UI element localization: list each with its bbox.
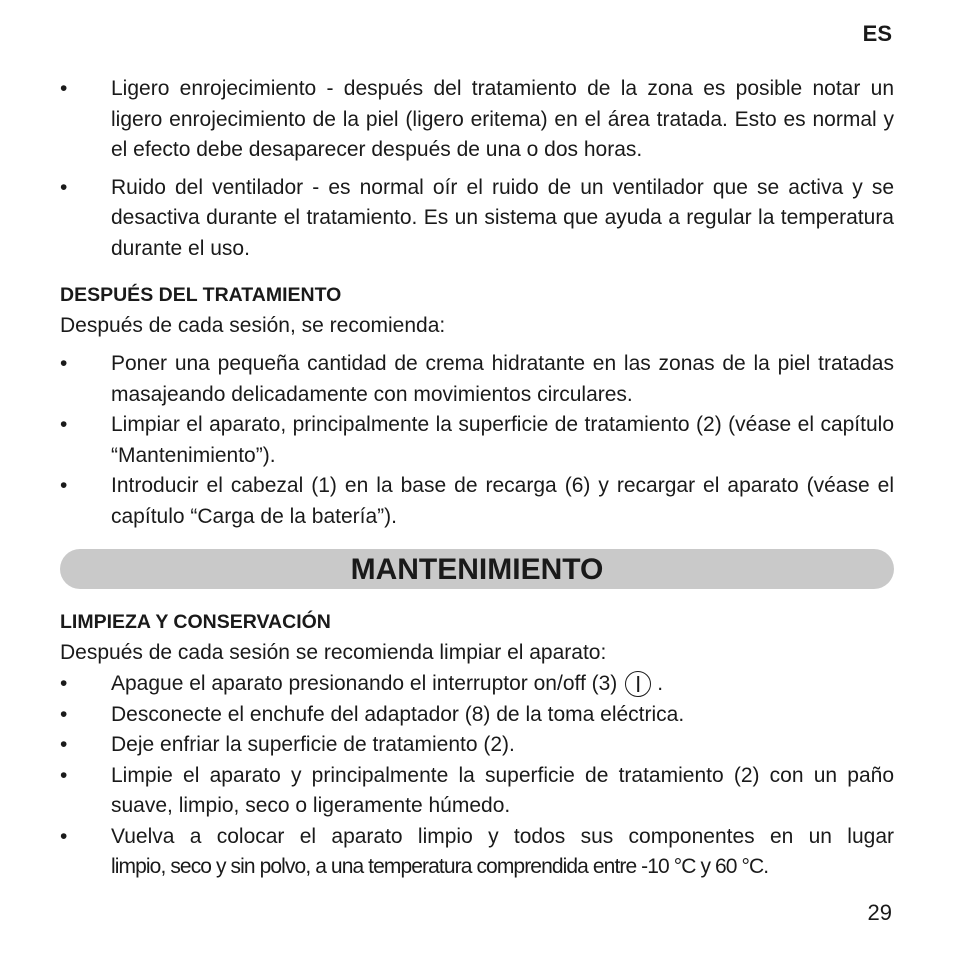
section-intro-after-treatment: Después de cada sesión, se recomienda:: [60, 314, 446, 337]
bullet-icon: •: [60, 413, 68, 436]
section-heading-after-treatment: DESPUÉS DEL TRATAMIENTO: [60, 284, 342, 306]
list-item: [60, 761, 894, 822]
list-item: [60, 669, 894, 700]
list-item: [60, 471, 894, 532]
list-item-text: [111, 822, 894, 883]
list-item-text: Poner una pequeña cantidad de crema hidratante en las zonas de la piel tratadas masajeando delicadamente con movimientos circulares.: [111, 352, 894, 406]
bullet-icon: •: [60, 824, 68, 848]
list-item: [60, 173, 894, 265]
list-item-text: Ligero enrojecimiento - después del tratamiento de la zona es posible notar un ligero enrojecimiento de la piel (ligero eritema) en el área tratada. Esto es normal y el efecto debe desaparecer después de una o dos horas.: [111, 77, 894, 161]
storage-text-line1: Vuelva a colocar el aparato limpio y todos sus componentes en un lugar: [111, 824, 894, 848]
page-number: 29: [867, 900, 892, 925]
language-code: ES: [862, 21, 892, 46]
list-item: [60, 822, 894, 883]
bullet-icon: •: [60, 672, 68, 695]
after-treatment-bullet-list: [60, 349, 894, 532]
power-instruction-period: .: [657, 672, 664, 695]
list-item-text: [111, 669, 894, 700]
section-intro-cleaning: Después de cada sesión se recomienda limpiar el aparato:: [60, 641, 607, 664]
list-item: [60, 730, 894, 761]
list-item-text: Deje enfriar la superficie de tratamiento (2).: [111, 733, 515, 756]
list-item: [60, 349, 894, 410]
storage-text-line2: limpio, seco y sin polvo, a una temperatura comprendida entre -10 °C y 60 °C.: [111, 855, 769, 878]
bullet-icon: •: [60, 702, 68, 726]
section-title-maintenance: MANTENIMIENTO: [350, 553, 604, 586]
list-item-text: Ruido del ventilador - es normal oír el ruido de un ventilador que se activa y se desactiva durante el tratamiento. Es un sistema que ayuda a regular la temperatura durante el uso.: [111, 175, 894, 260]
list-item-text: Introducir el cabezal (1) en la base de recarga (6) y recargar el aparato (véase el capítulo “Carga de la batería”).: [111, 474, 894, 528]
list-item-text: Limpiar el aparato, principalmente la superficie de tratamiento (2) (véase el capítulo “Mantenimiento”).: [111, 413, 894, 467]
bullet-icon: •: [60, 175, 68, 199]
bullet-icon: •: [60, 763, 68, 787]
section-heading-cleaning: LIMPIEZA Y CONSERVACIÓN: [60, 611, 331, 633]
bullet-icon: •: [60, 474, 68, 497]
cleaning-bullet-list: [60, 669, 894, 883]
power-instruction-text: Apague el aparato presionando el interruptor on/off (3): [111, 672, 618, 695]
intro-bullet-list: [60, 74, 894, 264]
list-item: [60, 700, 894, 731]
list-item-text: Desconecte el enchufe del adaptador (8) de la toma eléctrica.: [111, 702, 685, 726]
list-item: [60, 74, 894, 166]
list-item: [60, 410, 894, 471]
bullet-icon: •: [60, 77, 68, 100]
bullet-icon: •: [60, 733, 68, 756]
bullet-icon: •: [60, 352, 68, 375]
section-banner: [60, 549, 894, 589]
power-switch-icon: [625, 671, 651, 697]
list-item-text: Limpie el aparato y principalmente la superficie de tratamiento (2) con un paño suave, limpio, seco o ligeramente húmedo.: [111, 763, 894, 817]
